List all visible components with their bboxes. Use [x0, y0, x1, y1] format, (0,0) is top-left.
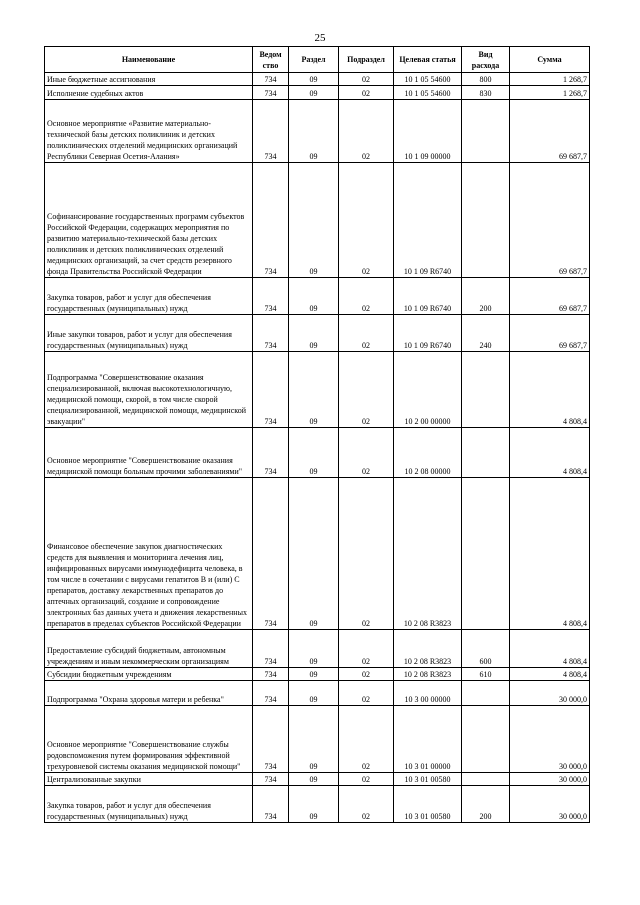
- cell-section: 09: [289, 773, 339, 786]
- cell-subsection: 02: [339, 786, 394, 823]
- cell-dept: 734: [253, 352, 289, 428]
- column-header-type: Вид расхода: [462, 47, 510, 73]
- cell-type: [462, 352, 510, 428]
- cell-dept: 734: [253, 630, 289, 668]
- column-header-name: Наименование: [45, 47, 253, 73]
- cell-target: 10 2 08 00000: [394, 428, 462, 478]
- cell-sum: 69 687,7: [510, 100, 590, 163]
- table-row: [45, 163, 590, 278]
- cell-target: 10 1 05 54600: [394, 86, 462, 100]
- cell-target: 10 1 09 R6740: [394, 315, 462, 352]
- table-row: [45, 428, 590, 478]
- cell-target: 10 3 01 00580: [394, 786, 462, 823]
- cell-sum: 30 000,0: [510, 786, 590, 823]
- cell-sum: 69 687,7: [510, 315, 590, 352]
- cell-section: 09: [289, 100, 339, 163]
- table-row: [45, 73, 590, 86]
- cell-target: 10 1 05 54600: [394, 73, 462, 86]
- table-row: [45, 773, 590, 786]
- cell-name: Закупка товаров, работ и услуг для обеспечения государственных (муниципальных) нужд: [45, 786, 253, 823]
- cell-dept: 734: [253, 773, 289, 786]
- cell-dept: 734: [253, 706, 289, 773]
- cell-subsection: 02: [339, 352, 394, 428]
- column-header-sum: Сумма: [510, 47, 590, 73]
- cell-target: 10 2 08 R3823: [394, 630, 462, 668]
- cell-sum: 4 808,4: [510, 428, 590, 478]
- cell-type: 240: [462, 315, 510, 352]
- cell-dept: 734: [253, 315, 289, 352]
- cell-section: 09: [289, 706, 339, 773]
- cell-subsection: 02: [339, 668, 394, 681]
- cell-name: Финансовое обеспечение закупок диагностических средств для выявления и мониторинга лечения лиц, инфицированных вирусами иммунодефицита человека, в том числе в сочетании с вирусами гепатитов B и (или) C препаратов, доставку лекарственных препаратов до аптечных организаций, создание и сопровождение электронных баз данных учета и движения лекарственных препаратов в пределах субъектов Российской Федерации: [45, 478, 253, 630]
- cell-section: 09: [289, 278, 339, 315]
- table-row: [45, 681, 590, 706]
- cell-dept: 734: [253, 73, 289, 86]
- cell-name: Централизованные закупки: [45, 773, 253, 786]
- cell-section: 09: [289, 163, 339, 278]
- cell-subsection: 02: [339, 73, 394, 86]
- cell-dept: 734: [253, 478, 289, 630]
- table-row: [45, 478, 590, 630]
- cell-target: 10 2 00 00000: [394, 352, 462, 428]
- cell-type: 610: [462, 668, 510, 681]
- column-header-target: Целевая статья: [394, 47, 462, 73]
- cell-subsection: 02: [339, 681, 394, 706]
- cell-name: Софинансирование государственных программ субъектов Российской Федерации, содержащих мероприятия по развитию материально-технической базы детских поликлиник и детских поликлинических отделений медицинских организаций, за счет средств резервного фонда Правительства Российской Федерации: [45, 163, 253, 278]
- cell-sum: 4 808,4: [510, 478, 590, 630]
- cell-subsection: 02: [339, 478, 394, 630]
- table-row: [45, 278, 590, 315]
- table-row: [45, 315, 590, 352]
- cell-sum: 69 687,7: [510, 278, 590, 315]
- cell-dept: 734: [253, 668, 289, 681]
- cell-name: Закупка товаров, работ и услуг для обеспечения государственных (муниципальных) нужд: [45, 278, 253, 315]
- cell-sum: 30 000,0: [510, 773, 590, 786]
- cell-subsection: 02: [339, 706, 394, 773]
- cell-dept: 734: [253, 163, 289, 278]
- column-header-subsection: Подраздел: [339, 47, 394, 73]
- cell-section: 09: [289, 86, 339, 100]
- cell-type: 830: [462, 86, 510, 100]
- cell-target: 10 3 00 00000: [394, 681, 462, 706]
- cell-sum: 4 808,4: [510, 668, 590, 681]
- table-row: [45, 352, 590, 428]
- cell-target: 10 2 08 R3823: [394, 478, 462, 630]
- cell-section: 09: [289, 681, 339, 706]
- cell-sum: 4 808,4: [510, 352, 590, 428]
- cell-sum: 1 268,7: [510, 86, 590, 100]
- cell-subsection: 02: [339, 100, 394, 163]
- cell-target: 10 1 09 R6740: [394, 163, 462, 278]
- cell-section: 09: [289, 352, 339, 428]
- column-header-dept: Ведом ство: [253, 47, 289, 73]
- cell-sum: 4 808,4: [510, 630, 590, 668]
- cell-dept: 734: [253, 786, 289, 823]
- cell-name: Иные бюджетные ассигнования: [45, 73, 253, 86]
- table-row: [45, 668, 590, 681]
- table-row: [45, 786, 590, 823]
- cell-section: 09: [289, 478, 339, 630]
- cell-sum: 30 000,0: [510, 681, 590, 706]
- table-row: [45, 86, 590, 100]
- cell-section: 09: [289, 73, 339, 86]
- cell-section: 09: [289, 315, 339, 352]
- cell-type: [462, 428, 510, 478]
- cell-type: 800: [462, 73, 510, 86]
- cell-type: [462, 681, 510, 706]
- cell-subsection: 02: [339, 163, 394, 278]
- cell-target: 10 1 09 00000: [394, 100, 462, 163]
- cell-dept: 734: [253, 86, 289, 100]
- cell-dept: 734: [253, 428, 289, 478]
- table-row: [45, 100, 590, 163]
- cell-target: 10 3 01 00000: [394, 706, 462, 773]
- cell-dept: 734: [253, 681, 289, 706]
- cell-subsection: 02: [339, 630, 394, 668]
- cell-name: Предоставление субсидий бюджетным, автономным учреждениям и иным некоммерческим организациям: [45, 630, 253, 668]
- cell-type: [462, 478, 510, 630]
- cell-target: 10 1 09 R6740: [394, 278, 462, 315]
- budget-table: [44, 46, 590, 823]
- cell-section: 09: [289, 630, 339, 668]
- cell-subsection: 02: [339, 278, 394, 315]
- cell-type: [462, 163, 510, 278]
- column-header-section: Раздел: [289, 47, 339, 73]
- cell-dept: 734: [253, 100, 289, 163]
- cell-section: 09: [289, 786, 339, 823]
- cell-type: [462, 100, 510, 163]
- cell-type: 200: [462, 278, 510, 315]
- cell-name: Основное мероприятие «Развитие материально-технической базы детских поликлиник и детских поликлинических отделений медицинских организаций Республики Северная Осетия-Алания»: [45, 100, 253, 163]
- cell-section: 09: [289, 668, 339, 681]
- cell-subsection: 02: [339, 315, 394, 352]
- cell-dept: 734: [253, 278, 289, 315]
- cell-sum: 1 268,7: [510, 73, 590, 86]
- cell-name: Подпрограмма "Совершенствование оказания специализированной, включая высокотехнологичную, медицинской помощи, скорой, в том числе скорой специализированной, медицинской помощи, медицинской эвакуации": [45, 352, 253, 428]
- cell-type: 200: [462, 786, 510, 823]
- cell-type: [462, 706, 510, 773]
- table-row: [45, 706, 590, 773]
- page-number: 25: [314, 32, 326, 44]
- cell-sum: 30 000,0: [510, 706, 590, 773]
- cell-name: Иные закупки товаров, работ и услуг для обеспечения государственных (муниципальных) нужд: [45, 315, 253, 352]
- cell-name: Основное мероприятие "Совершенствование службы родовспоможения путем формирования эффективной трехуровневой системы оказания медицинской помощи": [45, 706, 253, 773]
- cell-name: Субсидии бюджетным учреждениям: [45, 668, 253, 681]
- cell-type: [462, 773, 510, 786]
- cell-target: 10 2 08 R3823: [394, 668, 462, 681]
- cell-name: Основное мероприятие "Совершенствование оказания медицинской помощи больным прочими заболеваниями": [45, 428, 253, 478]
- cell-type: 600: [462, 630, 510, 668]
- cell-section: 09: [289, 428, 339, 478]
- cell-subsection: 02: [339, 86, 394, 100]
- table-row: [45, 630, 590, 668]
- cell-target: 10 3 01 00580: [394, 773, 462, 786]
- cell-name: Подпрограмма "Охрана здоровья матери и ребенка": [45, 681, 253, 706]
- cell-sum: 69 687,7: [510, 163, 590, 278]
- cell-subsection: 02: [339, 428, 394, 478]
- table-header-row: [45, 47, 590, 73]
- cell-name: Исполнение судебных актов: [45, 86, 253, 100]
- cell-subsection: 02: [339, 773, 394, 786]
